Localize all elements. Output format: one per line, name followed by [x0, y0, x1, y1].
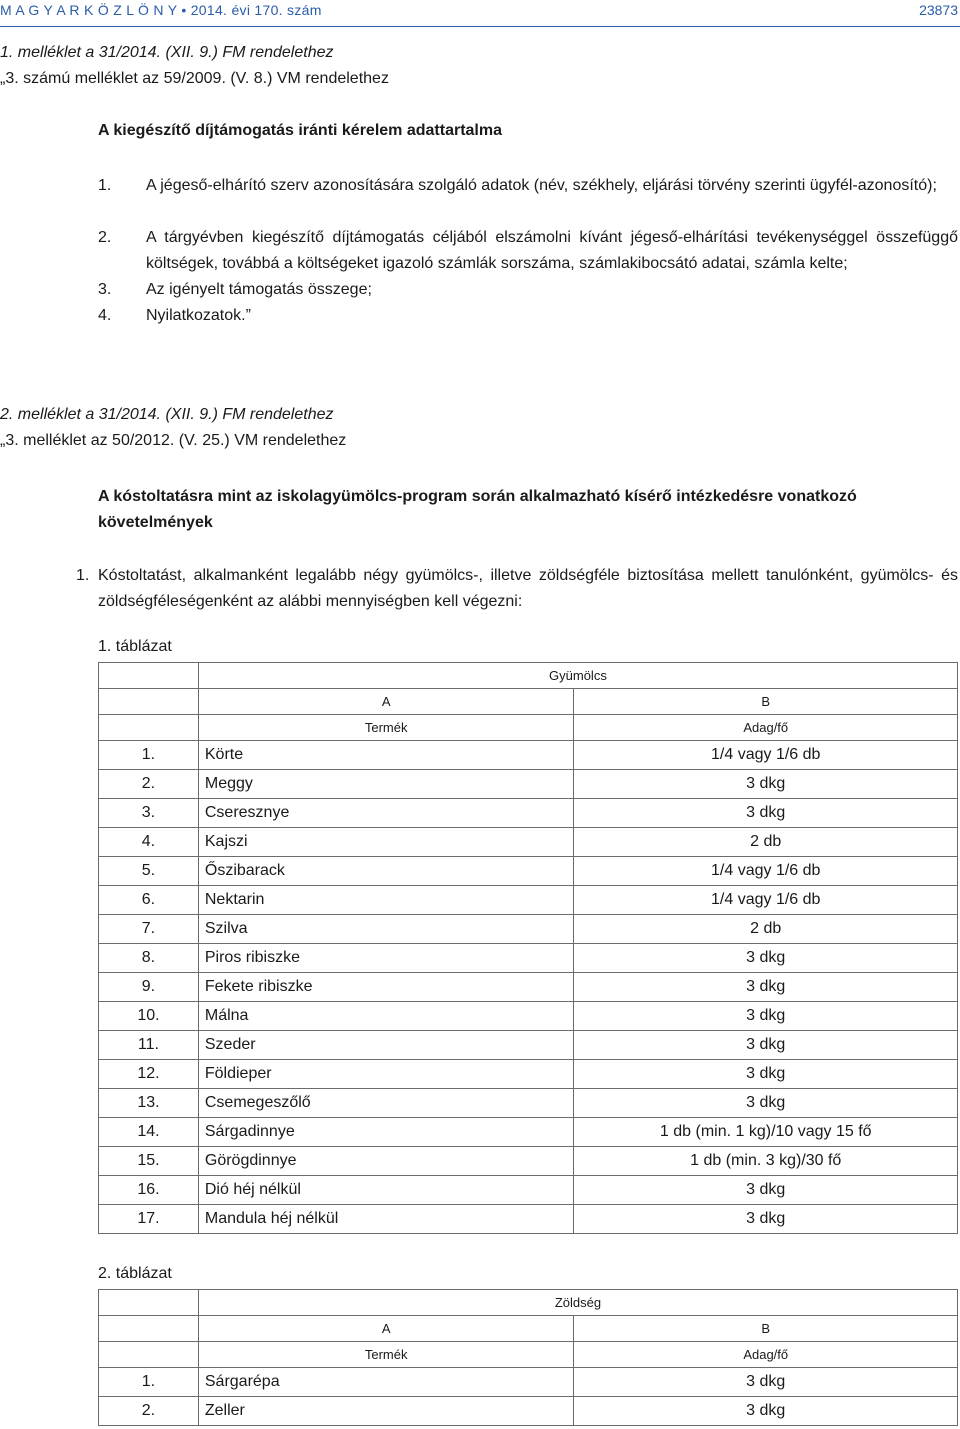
product-name: Kajszi: [198, 828, 574, 857]
table1-group-header: Gyümölcs: [198, 663, 957, 689]
table2: [98, 1289, 958, 1426]
portion-amount: 3 dkg: [574, 1060, 958, 1089]
portion-amount: 1 db (min. 1 kg)/10 vagy 15 fő: [574, 1118, 958, 1147]
product-name: Őszibarack: [198, 857, 574, 886]
product-name: Szeder: [198, 1031, 574, 1060]
product-name: Sárgadinnye: [198, 1118, 574, 1147]
row-number: 11.: [99, 1031, 199, 1060]
table-row: [99, 828, 958, 857]
row-number: 2.: [99, 770, 199, 799]
table-row: [99, 915, 958, 944]
portion-amount: 2 db: [574, 828, 958, 857]
header-rule: [0, 26, 960, 27]
table-row: [99, 741, 958, 770]
row-number: 3.: [99, 799, 199, 828]
row-number: 16.: [99, 1176, 199, 1205]
row-number: 6.: [99, 886, 199, 915]
table-row: [99, 944, 958, 973]
annex2-title: A kóstoltatásra mint az iskolagyümölcs-program során alkalmazható kísérő intézkedésre vonatkozó követelmények: [98, 488, 857, 531]
product-name: Nektarin: [198, 886, 574, 915]
annex1-ref: 1. melléklet a 31/2014. (XII. 9.) FM rendelethez: [0, 44, 334, 61]
annex2-paragraph: [76, 563, 958, 615]
product-name: Csemegeszőlő: [198, 1089, 574, 1118]
row-number: 9.: [99, 973, 199, 1002]
portion-amount: 3 dkg: [574, 1031, 958, 1060]
annex2-subref: „3. melléklet az 50/2012. (V. 25.) VM rendelethez: [0, 432, 347, 449]
table-row: [99, 1089, 958, 1118]
table-row: [99, 1002, 958, 1031]
row-number: 10.: [99, 1002, 199, 1031]
table2-head-portion: Adag/fő: [574, 1342, 958, 1368]
product-name: Zeller: [198, 1397, 574, 1426]
table-row: [99, 1368, 958, 1397]
row-number: 4.: [99, 828, 199, 857]
row-number: 2.: [99, 1397, 199, 1426]
table1-head-product: Termék: [198, 715, 574, 741]
item-number: 4.: [98, 307, 112, 324]
portion-amount: 1/4 vagy 1/6 db: [574, 741, 958, 770]
table-row: [99, 1031, 958, 1060]
portion-amount: 2 db: [574, 915, 958, 944]
row-number: 7.: [99, 915, 199, 944]
portion-amount: 3 dkg: [574, 1089, 958, 1118]
portion-amount: 3 dkg: [574, 1368, 958, 1397]
product-name: Dió héj nélkül: [198, 1176, 574, 1205]
table2-col-b: B: [574, 1316, 958, 1342]
table-row: [99, 973, 958, 1002]
item-text: A jégeső-elhárító szerv azonosítására szolgáló adatok (név, székhely, eljárási törvény szerinti ügyfél-azonosító);: [146, 177, 937, 194]
product-name: Málna: [198, 1002, 574, 1031]
table-row: [99, 799, 958, 828]
annex1-subref: „3. számú melléklet az 59/2009. (V. 8.) VM rendelethez: [0, 70, 389, 87]
product-name: Görögdinnye: [198, 1147, 574, 1176]
table2-group-header: Zöldség: [198, 1290, 957, 1316]
row-number: 5.: [99, 857, 199, 886]
product-name: Cseresznye: [198, 799, 574, 828]
product-name: Piros ribiszke: [198, 944, 574, 973]
table1-col-a: A: [198, 689, 574, 715]
row-number: 1.: [99, 1368, 199, 1397]
table1: [98, 662, 958, 1234]
product-name: Szilva: [198, 915, 574, 944]
portion-amount: 3 dkg: [574, 770, 958, 799]
table-row: [99, 1205, 958, 1234]
item-number: 1.: [98, 177, 112, 194]
item-text: Az igényelt támogatás összege;: [146, 281, 372, 298]
page-number: 23873: [919, 2, 958, 18]
item-text: Nyilatkozatok.”: [146, 307, 251, 324]
table-row: [99, 1176, 958, 1205]
table-row: [99, 770, 958, 799]
product-name: Mandula héj nélkül: [198, 1205, 574, 1234]
portion-amount: 1/4 vagy 1/6 db: [574, 886, 958, 915]
portion-amount: 3 dkg: [574, 799, 958, 828]
paragraph-text: Kóstoltatást, alkalmanként legalább négy gyümölcs-, illetve zöldségféle biztosítása mellett tanulónként, gyümölcs- és zöldségféleségenként az alábbi mennyiségben kell végezni:: [98, 567, 958, 610]
product-name: Körte: [198, 741, 574, 770]
table-row: [99, 1060, 958, 1089]
row-number: 12.: [99, 1060, 199, 1089]
product-name: Fekete ribiszke: [198, 973, 574, 1002]
portion-amount: 3 dkg: [574, 1205, 958, 1234]
annex1-item: [98, 173, 958, 199]
annex1-title: A kiegészítő díjtámogatás iránti kérelem adattartalma: [98, 122, 502, 139]
row-number: 17.: [99, 1205, 199, 1234]
row-number: 15.: [99, 1147, 199, 1176]
portion-amount: 3 dkg: [574, 1397, 958, 1426]
table2-head-product: Termék: [198, 1342, 574, 1368]
table2-col-a: A: [198, 1316, 574, 1342]
portion-amount: 1 db (min. 3 kg)/30 fő: [574, 1147, 958, 1176]
table1-head-portion: Adag/fő: [574, 715, 958, 741]
row-number: 13.: [99, 1089, 199, 1118]
portion-amount: 3 dkg: [574, 1176, 958, 1205]
table-row: [99, 886, 958, 915]
item-number: 2.: [98, 229, 112, 246]
portion-amount: 3 dkg: [574, 973, 958, 1002]
product-name: Sárgarépa: [198, 1368, 574, 1397]
item-text: A tárgyévben kiegészítő díjtámogatás céljából elszámolni kívánt jégeső-elhárítási tevékenységgel összefüggő költségek, továbbá a költségeket igazoló számlák sorszáma, számlakibocsátó adatai, számla kelte;: [146, 229, 958, 272]
paragraph-number: 1.: [76, 567, 90, 584]
row-number: 1.: [99, 741, 199, 770]
annex1-item: [98, 303, 958, 329]
annex1-item: [98, 225, 958, 277]
table-row: [99, 857, 958, 886]
annex1-item: [98, 277, 958, 303]
portion-amount: 3 dkg: [574, 1002, 958, 1031]
table2-label: 2. táblázat: [98, 1265, 172, 1282]
annex2-ref: 2. melléklet a 31/2014. (XII. 9.) FM rendelethez: [0, 406, 334, 423]
row-number: 14.: [99, 1118, 199, 1147]
journal-header: M A G Y A R K Ö Z L Ö N Y • 2014. évi 170. szám: [0, 2, 322, 18]
table-row: [99, 1397, 958, 1426]
table-row: [99, 1147, 958, 1176]
portion-amount: 1/4 vagy 1/6 db: [574, 857, 958, 886]
product-name: Meggy: [198, 770, 574, 799]
portion-amount: 3 dkg: [574, 944, 958, 973]
table1-label: 1. táblázat: [98, 638, 172, 655]
table-row: [99, 1118, 958, 1147]
item-number: 3.: [98, 281, 112, 298]
product-name: Földieper: [198, 1060, 574, 1089]
table1-col-b: B: [574, 689, 958, 715]
row-number: 8.: [99, 944, 199, 973]
